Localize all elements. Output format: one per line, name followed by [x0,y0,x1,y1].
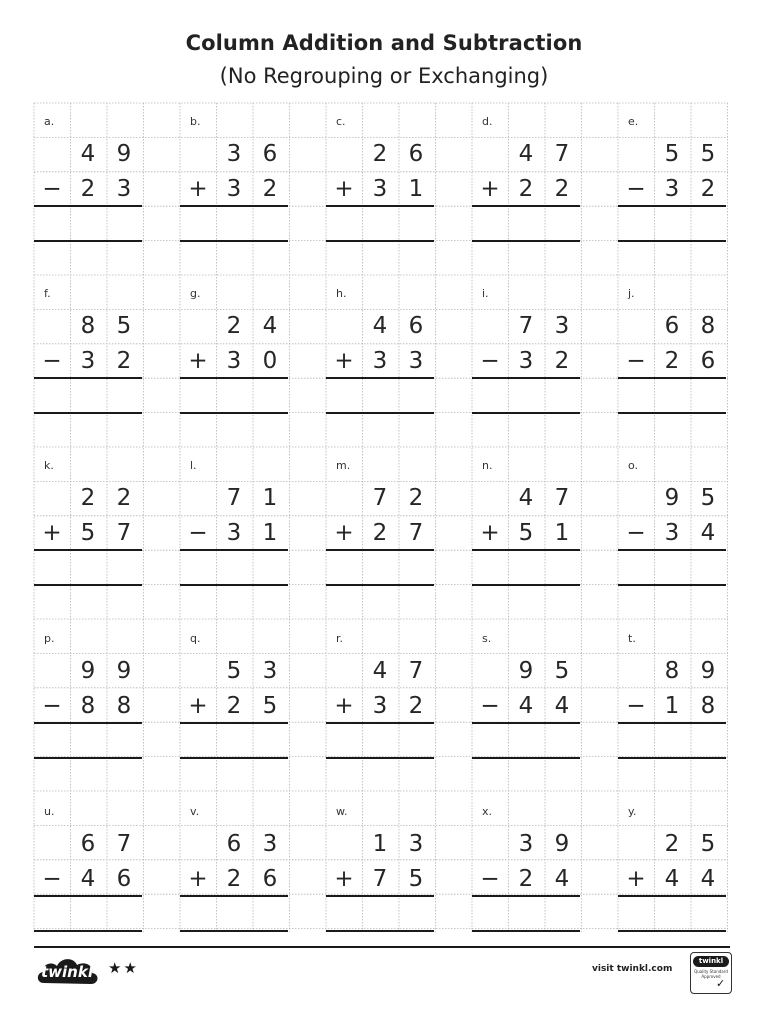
minus-sign: − [42,692,62,719]
bottom-tens-digit: 3 [226,519,242,546]
answer-space[interactable] [618,379,726,411]
answer-underline [326,930,434,932]
top-tens-digit: 4 [518,141,534,168]
bottom-ones-digit: 1 [262,519,278,546]
answer-space[interactable] [180,897,288,929]
minus-sign: − [480,865,500,892]
problem-label: w. [336,805,348,818]
problem-label: t. [628,632,636,645]
answer-space[interactable] [618,724,726,756]
problem-j [618,275,726,413]
problem-x [472,793,580,931]
problem-u [34,793,142,931]
problem-label: d. [482,115,493,128]
answer-space[interactable] [472,207,580,239]
top-tens-digit: 6 [226,831,242,858]
plus-sign: + [334,692,354,719]
logo-text: twinkl [41,963,93,981]
bottom-tens-digit: 2 [80,175,96,202]
problem-c [326,103,434,241]
bottom-tens-digit: 2 [226,865,242,892]
bottom-tens-digit: 2 [226,692,242,719]
bottom-tens-digit: 5 [80,519,96,546]
bottom-ones-digit: 5 [408,865,424,892]
top-ones-digit: 2 [408,485,424,512]
top-ones-digit: 9 [116,658,132,685]
bottom-tens-digit: 3 [226,347,242,374]
answer-underline [472,757,580,759]
minus-sign: − [626,519,646,546]
top-ones-digit: 9 [116,141,132,168]
top-tens-digit: 2 [226,313,242,340]
check-icon: ✓ [716,977,726,990]
plus-sign: + [334,347,354,374]
problem-k [34,447,142,585]
top-ones-digit: 9 [554,831,570,858]
bottom-ones-digit: 5 [262,692,278,719]
top-tens-digit: 4 [518,485,534,512]
bottom-ones-digit: 6 [116,865,132,892]
problem-label: g. [190,287,201,300]
minus-sign: − [188,519,208,546]
top-tens-digit: 1 [372,831,388,858]
bottom-ones-digit: 2 [116,347,132,374]
answer-space[interactable] [618,207,726,239]
problem-label: f. [44,287,51,300]
bottom-ones-digit: 7 [116,519,132,546]
top-ones-digit: 4 [262,313,278,340]
answer-space[interactable] [34,551,142,583]
badge-text: Quality Standard Approved [694,969,728,979]
bottom-tens-digit: 2 [518,175,534,202]
problem-label: v. [190,805,200,818]
problem-d [472,103,580,241]
answer-underline [180,930,288,932]
top-tens-digit: 5 [664,141,680,168]
problem-v [180,793,288,931]
answer-underline [34,584,142,586]
answer-underline [326,240,434,242]
problem-m [326,447,434,585]
minus-sign: − [626,347,646,374]
problem-p [34,620,142,758]
answer-space[interactable] [326,551,434,583]
top-tens-digit: 8 [664,658,680,685]
top-tens-digit: 6 [664,313,680,340]
problem-label: r. [336,632,344,645]
answer-underline [180,240,288,242]
top-ones-digit: 5 [700,141,716,168]
top-ones-digit: 6 [262,141,278,168]
answer-underline [472,930,580,932]
answer-space[interactable] [326,724,434,756]
bottom-ones-digit: 2 [262,175,278,202]
problem-g [180,275,288,413]
bottom-tens-digit: 2 [372,519,388,546]
problem-t [618,620,726,758]
bottom-ones-digit: 4 [700,865,716,892]
answer-space[interactable] [180,207,288,239]
answer-space[interactable] [472,724,580,756]
problem-h [326,275,434,413]
minus-sign: − [626,692,646,719]
problem-label: o. [628,459,639,472]
badge-title: twinkl [693,956,729,967]
bottom-ones-digit: 0 [262,347,278,374]
answer-space[interactable] [34,207,142,239]
top-tens-digit: 6 [80,831,96,858]
top-ones-digit: 6 [408,141,424,168]
top-ones-digit: 6 [408,313,424,340]
plus-sign: + [188,175,208,202]
problem-q [180,620,288,758]
answer-underline [618,240,726,242]
bottom-ones-digit: 2 [408,692,424,719]
top-ones-digit: 3 [554,313,570,340]
problem-i [472,275,580,413]
bottom-ones-digit: 6 [700,347,716,374]
answer-underline [34,757,142,759]
footer-divider [34,946,730,948]
bottom-ones-digit: 7 [408,519,424,546]
top-ones-digit: 5 [554,658,570,685]
problem-o [618,447,726,585]
top-ones-digit: 5 [116,313,132,340]
visit-link[interactable]: visit twinkl.com [592,964,673,974]
twinkl-logo [34,953,100,991]
top-tens-digit: 3 [226,141,242,168]
bottom-tens-digit: 2 [664,347,680,374]
problem-l [180,447,288,585]
minus-sign: − [626,175,646,202]
answer-space[interactable] [34,379,142,411]
bottom-ones-digit: 1 [554,519,570,546]
top-tens-digit: 9 [664,485,680,512]
bottom-ones-digit: 2 [700,175,716,202]
answer-space[interactable] [180,379,288,411]
answer-underline [472,584,580,586]
top-tens-digit: 2 [80,485,96,512]
bottom-tens-digit: 4 [80,865,96,892]
plus-sign: + [188,692,208,719]
bottom-ones-digit: 2 [554,347,570,374]
bottom-ones-digit: 4 [700,519,716,546]
problem-e [618,103,726,241]
problem-b [180,103,288,241]
bottom-ones-digit: 4 [554,692,570,719]
answer-space[interactable] [326,897,434,929]
answer-underline [326,584,434,586]
bottom-tens-digit: 3 [80,347,96,374]
problem-label: e. [628,115,639,128]
answer-space[interactable] [618,897,726,929]
plus-sign: + [334,175,354,202]
problem-y [618,793,726,931]
answer-underline [618,584,726,586]
plus-sign: + [188,347,208,374]
answer-underline [326,757,434,759]
answer-underline [618,930,726,932]
top-tens-digit: 2 [372,141,388,168]
answer-space[interactable] [472,379,580,411]
top-tens-digit: 4 [372,313,388,340]
problem-label: k. [44,459,54,472]
top-ones-digit: 7 [554,485,570,512]
problem-label: x. [482,805,493,818]
answer-underline [34,412,142,414]
problem-label: c. [336,115,346,128]
problem-label: m. [336,459,351,472]
minus-sign: − [480,692,500,719]
problem-r [326,620,434,758]
answer-space[interactable] [618,551,726,583]
bottom-ones-digit: 3 [408,347,424,374]
top-tens-digit: 2 [664,831,680,858]
problem-label: b. [190,115,201,128]
top-ones-digit: 3 [408,831,424,858]
problem-w [326,793,434,931]
top-tens-digit: 5 [226,658,242,685]
answer-underline [34,240,142,242]
bottom-tens-digit: 2 [518,865,534,892]
top-ones-digit: 8 [700,313,716,340]
answer-underline [180,584,288,586]
problem-label: y. [628,805,637,818]
top-ones-digit: 7 [116,831,132,858]
problem-label: p. [44,632,55,645]
bottom-tens-digit: 5 [518,519,534,546]
bottom-tens-digit: 4 [518,692,534,719]
top-ones-digit: 7 [554,141,570,168]
answer-space[interactable] [180,724,288,756]
top-ones-digit: 5 [700,485,716,512]
bottom-tens-digit: 7 [372,865,388,892]
problem-label: q. [190,632,201,645]
answer-underline [618,757,726,759]
bottom-ones-digit: 8 [116,692,132,719]
bottom-tens-digit: 1 [664,692,680,719]
top-ones-digit: 3 [262,658,278,685]
top-ones-digit: 5 [700,831,716,858]
problem-label: a. [44,115,55,128]
minus-sign: − [42,865,62,892]
answer-underline [472,240,580,242]
answer-space[interactable] [34,897,142,929]
answer-space[interactable] [34,724,142,756]
top-ones-digit: 1 [262,485,278,512]
bottom-tens-digit: 3 [664,175,680,202]
page-subtitle: (No Regrouping or Exchanging) [219,64,549,88]
problem-s [472,620,580,758]
minus-sign: − [42,347,62,374]
difficulty-stars: ★★ [108,959,139,977]
answer-underline [180,412,288,414]
plus-sign: + [334,865,354,892]
top-tens-digit: 9 [518,658,534,685]
plus-sign: + [334,519,354,546]
problem-label: u. [44,805,55,818]
top-tens-digit: 7 [372,485,388,512]
bottom-tens-digit: 3 [226,175,242,202]
bottom-ones-digit: 3 [116,175,132,202]
plus-sign: + [188,865,208,892]
top-ones-digit: 2 [116,485,132,512]
answer-underline [34,930,142,932]
bottom-tens-digit: 3 [372,692,388,719]
answer-space[interactable] [326,207,434,239]
top-tens-digit: 9 [80,658,96,685]
problem-a [34,103,142,241]
bottom-tens-digit: 3 [664,519,680,546]
problem-label: j. [628,287,635,300]
top-tens-digit: 8 [80,313,96,340]
problem-f [34,275,142,413]
plus-sign: + [42,519,62,546]
answer-underline [180,757,288,759]
top-ones-digit: 3 [262,831,278,858]
top-tens-digit: 4 [372,658,388,685]
answer-underline [618,412,726,414]
problem-label: n. [482,459,493,472]
top-tens-digit: 7 [518,313,534,340]
answer-space[interactable] [472,551,580,583]
bottom-tens-digit: 3 [372,175,388,202]
problem-label: i. [482,287,489,300]
plus-sign: + [626,865,646,892]
bottom-ones-digit: 2 [554,175,570,202]
answer-space[interactable] [326,379,434,411]
plus-sign: + [480,519,500,546]
problem-label: l. [190,459,197,472]
bottom-ones-digit: 6 [262,865,278,892]
minus-sign: − [42,175,62,202]
top-tens-digit: 7 [226,485,242,512]
top-ones-digit: 9 [700,658,716,685]
bottom-tens-digit: 8 [80,692,96,719]
answer-underline [326,412,434,414]
bottom-ones-digit: 8 [700,692,716,719]
bottom-tens-digit: 3 [518,347,534,374]
problem-label: s. [482,632,492,645]
answer-space[interactable] [472,897,580,929]
problem-n [472,447,580,585]
answer-underline [472,412,580,414]
page-title: Column Addition and Subtraction [185,31,583,55]
problem-label: h. [336,287,347,300]
top-tens-digit: 3 [518,831,534,858]
plus-sign: + [480,175,500,202]
bottom-tens-digit: 3 [372,347,388,374]
top-ones-digit: 7 [408,658,424,685]
answer-space[interactable] [180,551,288,583]
minus-sign: − [480,347,500,374]
bottom-ones-digit: 1 [408,175,424,202]
quality-badge [690,952,732,994]
bottom-ones-digit: 4 [554,865,570,892]
bottom-tens-digit: 4 [664,865,680,892]
top-tens-digit: 4 [80,141,96,168]
